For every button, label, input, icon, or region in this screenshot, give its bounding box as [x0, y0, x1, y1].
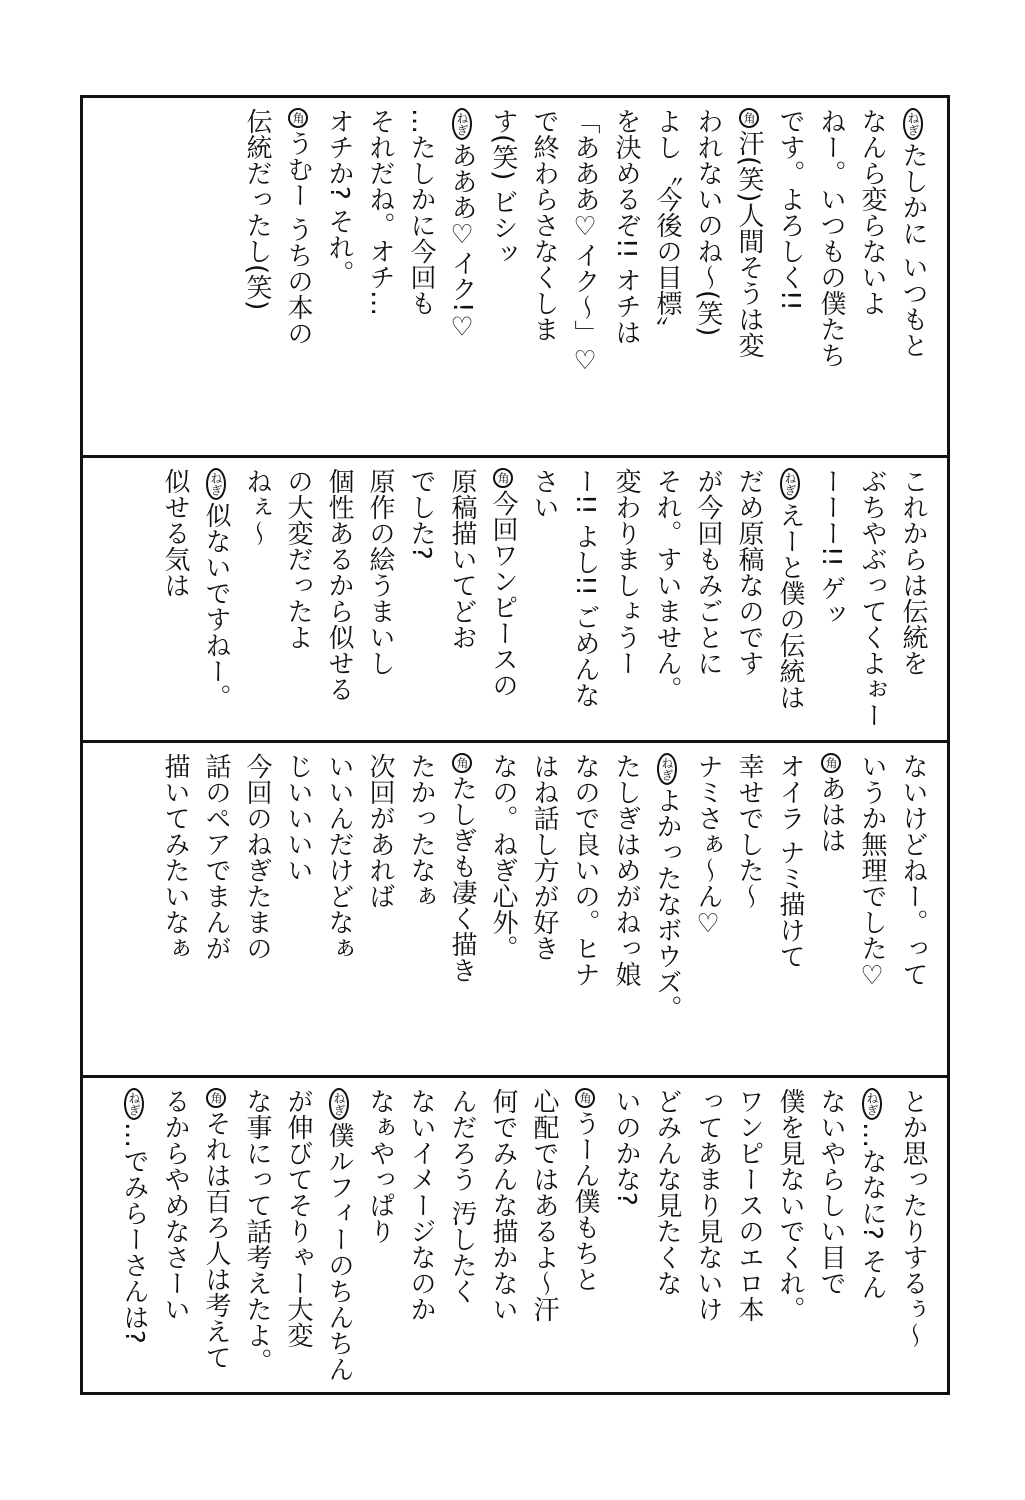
text-column: [441, 108, 482, 445]
line-text: でした?: [406, 468, 436, 560]
line-text: いうか無理でした♡: [857, 753, 887, 991]
text-column: [605, 468, 646, 730]
text-column: [441, 468, 482, 730]
speaker-mark-kaku: 角: [452, 753, 472, 773]
speaker-mark-negi: ねぎ: [124, 1088, 144, 1120]
line-text: なの。ねぎ心外。: [488, 753, 518, 961]
line-text: なので良いの。ヒナ: [570, 753, 600, 987]
line-text: …でみらーさんは?: [119, 1122, 149, 1344]
text-column: [359, 753, 400, 1065]
text-column: [400, 1088, 441, 1382]
speaker-mark-kaku: 角: [206, 1088, 226, 1108]
text-column: [359, 468, 400, 730]
line-text: ないやらしい目で: [816, 1088, 846, 1296]
text-column: [236, 108, 277, 445]
line-text: いいんだけどなぁ: [324, 753, 354, 961]
line-text: よし〝今後の目標〟: [652, 108, 682, 342]
line-text: ナミさぁ〜ん♡: [693, 753, 723, 939]
text-column: [810, 753, 851, 1065]
speaker-mark-negi: ねぎ: [206, 468, 226, 500]
text-column: [154, 468, 195, 730]
text-column: [195, 753, 236, 1065]
line-text: だめ原稿なのです: [734, 468, 764, 676]
text-column: [523, 468, 605, 730]
line-text: るからやめなさーい: [160, 1088, 190, 1322]
line-text: いのかな?: [611, 1088, 641, 1206]
text-column: [277, 753, 318, 1065]
line-text: われないのね〜(笑): [693, 108, 723, 337]
text-column: [359, 1088, 400, 1382]
line-text: それ。すいません。: [652, 468, 682, 702]
text-column: [605, 108, 646, 445]
line-text: たかったなぁ: [406, 753, 436, 909]
line-text: が伸びてそりゃー大変: [283, 1088, 313, 1348]
text-column: [154, 1088, 195, 1382]
text-column: [728, 753, 769, 1065]
text-column: [482, 468, 523, 730]
line-text: ぶちやぶってくよぉー: [857, 468, 887, 728]
speaker-mark-negi: ねぎ: [452, 108, 472, 140]
text-column: [564, 108, 605, 445]
text-column: [277, 108, 318, 445]
line-text: 個性あるから似せる: [324, 468, 354, 702]
line-text: オイラ ナミ描けて: [775, 753, 805, 970]
line-text: たしぎはめがねっ娘: [611, 753, 641, 987]
text-column: [687, 1088, 728, 1382]
text-column: [810, 1088, 851, 1382]
text-column: [400, 468, 441, 730]
text-column: [687, 468, 728, 730]
panel-4: [83, 1078, 947, 1392]
line-text: どみんな見たくな: [652, 1088, 682, 1296]
speaker-mark-negi: ねぎ: [862, 1088, 882, 1120]
line-text: ないけどねー。って: [898, 753, 928, 987]
line-text: じいいいい: [283, 753, 313, 883]
text-column: [236, 468, 277, 730]
text-column: [482, 1088, 523, 1382]
line-text: ワンピースのエロ本: [734, 1088, 764, 1322]
line-text: とか思ったりするぅ〜: [898, 1088, 928, 1348]
text-column: [687, 753, 728, 1065]
text-column: [113, 1088, 154, 1382]
text-column: [851, 753, 892, 1065]
line-text: な事にって話考えたよ。: [242, 1088, 272, 1374]
line-text: …ななに? そん: [857, 1122, 887, 1301]
text-column: [892, 468, 933, 730]
panel-3: [83, 743, 947, 1078]
text-column: [154, 753, 195, 1065]
line-text: オチか? それ。: [324, 108, 354, 287]
line-text: なんら変らないよ: [857, 108, 887, 316]
text-column: [605, 1088, 646, 1382]
text-column: [728, 108, 769, 445]
line-text: 何でみんな描かない: [488, 1088, 518, 1322]
line-text: ねー。いつもの僕たち: [816, 108, 846, 368]
text-column: [523, 1088, 564, 1382]
text-column: [687, 108, 728, 445]
text-column: [892, 1088, 933, 1382]
line-text: それは百ろ人は考えて: [201, 1110, 231, 1370]
line-text: よかったなボウズ。: [652, 787, 682, 1021]
text-column: [769, 468, 810, 730]
speaker-mark-kaku: 角: [288, 108, 308, 128]
text-column: [277, 468, 318, 730]
speaker-mark-negi: ねぎ: [657, 753, 677, 785]
line-text: 原作の絵うまいし: [365, 468, 395, 676]
line-text: 幸せでした〜: [734, 753, 764, 909]
text-column: [851, 1088, 892, 1382]
line-text: たしかに いつもと: [898, 142, 928, 359]
line-text: 汗(笑)人間そうは変: [734, 130, 764, 359]
speaker-mark-kaku: 角: [493, 468, 513, 488]
line-text: 今回ワンピースの: [488, 490, 518, 698]
speaker-mark-kaku: 角: [575, 1088, 595, 1108]
line-text: たしぎも凄く描き: [447, 775, 477, 983]
panel-1: [83, 98, 947, 458]
line-text: 伝統だったし(笑): [242, 108, 272, 311]
speaker-mark-kaku: 角: [821, 753, 841, 773]
line-text: 似ないですねー。: [201, 502, 231, 710]
text-column: [359, 108, 400, 445]
line-text: 原稿描いてどお: [447, 468, 477, 650]
text-column: [523, 108, 564, 445]
text-column: [318, 753, 359, 1065]
text-column: [728, 468, 769, 730]
line-text: 「あああ♡イク〜」♡: [570, 108, 600, 376]
line-text: はね話し方が好き: [529, 753, 559, 961]
text-column: [769, 1088, 810, 1382]
text-column: [318, 1088, 359, 1382]
line-text: うむー うちの本の: [283, 130, 313, 347]
text-column: [277, 1088, 318, 1382]
text-column: [523, 753, 564, 1065]
panel-2: [83, 458, 947, 743]
line-text: なぁやっぱり: [365, 1088, 395, 1244]
text-column: [564, 753, 605, 1065]
line-text: うーん僕もちと: [570, 1110, 600, 1292]
text-column: [810, 108, 851, 445]
line-text: 今回のねぎたまの: [242, 753, 272, 961]
line-text: …たしかに今回も: [406, 108, 436, 316]
text-column: [728, 1088, 769, 1382]
speaker-mark-kaku: 角: [739, 108, 759, 128]
line-text: ってあまり見ないけ: [693, 1088, 723, 1322]
line-text: 僕を見ないでくれ。: [775, 1088, 805, 1322]
text-column: [646, 108, 687, 445]
line-text: あはは: [816, 775, 846, 853]
line-text: ーーー!! ゲッ: [816, 468, 846, 628]
text-column: [605, 753, 646, 1065]
line-text: を決めるぞ!! オチは: [611, 108, 641, 346]
text-column: [646, 468, 687, 730]
text-column: [851, 108, 892, 445]
line-text: 描いてみたいなぁ: [160, 753, 190, 961]
line-text: 心配ではあるよ〜汗: [529, 1088, 559, 1322]
text-column: [646, 1088, 687, 1382]
page-frame: [80, 95, 950, 1395]
text-column: [195, 1088, 236, 1382]
line-text: 似せる気は: [160, 468, 190, 598]
line-text: ないイメージなのか: [406, 1088, 436, 1322]
line-text: す(笑) ビシッ: [488, 108, 518, 267]
text-column: [892, 108, 933, 445]
line-text: 話のペアでまんが: [201, 753, 231, 961]
line-text: これからは伝統を: [898, 468, 928, 676]
line-text: ねぇ〜: [242, 468, 272, 546]
text-column: [318, 108, 359, 445]
line-text: で終わらさなくしま: [529, 108, 559, 342]
line-text: あああ♡イク!♡: [447, 142, 477, 343]
text-column: [236, 753, 277, 1065]
line-text: 次回があれば: [365, 753, 395, 909]
text-column: [400, 108, 441, 445]
text-column: [769, 753, 810, 1065]
line-text: 僕ルフィーのちんちん: [324, 1122, 354, 1382]
text-column: [564, 1088, 605, 1382]
text-column: [236, 1088, 277, 1382]
text-column: [482, 108, 523, 445]
line-text: が今回もみごとに: [693, 468, 723, 676]
text-column: [851, 468, 892, 730]
line-text: んだろう 汚したく: [447, 1088, 477, 1305]
text-column: [769, 108, 810, 445]
text-column: [482, 753, 523, 1065]
line-text: それだね。オチ…: [365, 108, 395, 316]
line-text: えーと僕の伝統は: [775, 502, 805, 710]
line-text: の大変だったよ: [283, 468, 313, 650]
speaker-mark-negi: ねぎ: [903, 108, 923, 140]
line-text: です。よろしく!!: [775, 108, 805, 311]
text-column: [441, 753, 482, 1065]
text-column: [810, 468, 851, 730]
text-column: [646, 753, 687, 1065]
text-column: [195, 468, 236, 730]
text-column: [318, 468, 359, 730]
text-column: [400, 753, 441, 1065]
line-text: 変わりましょうー: [611, 468, 641, 676]
text-column: [892, 753, 933, 1065]
speaker-mark-negi: ねぎ: [780, 468, 800, 500]
text-column: [441, 1088, 482, 1382]
line-text: ー!! よし!! ごめんなさい: [529, 468, 600, 709]
speaker-mark-negi: ねぎ: [329, 1088, 349, 1120]
